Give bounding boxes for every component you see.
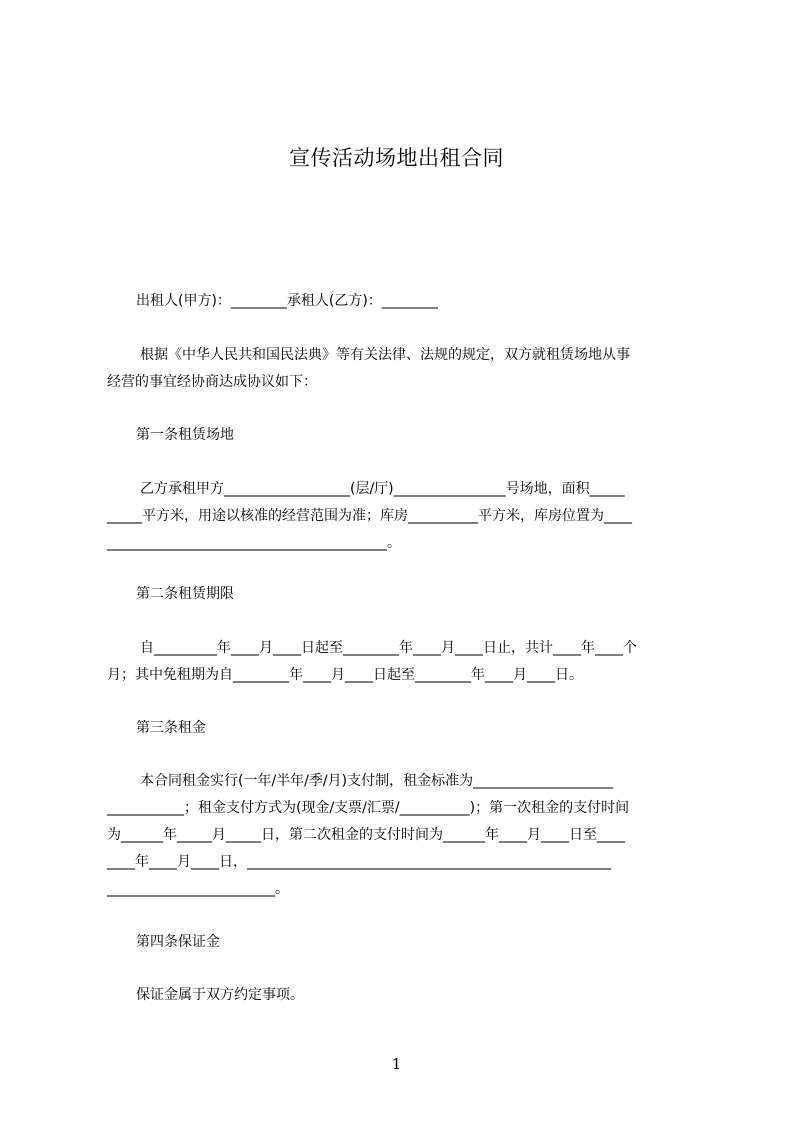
article-3-line-2: ___________；租金支付方式为(现金/支票/汇票/__________)；第一次租金的支付时间 [107,800,630,816]
article-3-line-5: ________________________。 [107,881,289,897]
article-2-line-1: 自_________年____月____日起至________年____月____日止，共计____年____个 [140,640,637,656]
article-2-line-2: 月；其中免租期为自________年____月____日起至________年____月____日。 [107,667,583,683]
article-3-line-3: 为______年_____月_____日，第二次租金的支付时间为______年____月____日至____ [107,827,625,843]
article-1-heading: 第一条租赁场地 [136,427,234,443]
page-number: 1 [391,1055,402,1073]
preamble-line-2: 经营的事宜经协商达成协议如下： [107,374,317,390]
article-4-heading: 第四条保证金 [136,934,220,950]
article-1-line-2: _____平方米，用途以核准的经营范围为准；库房__________平方米，库房位置为____ [107,508,632,524]
article-2-heading: 第二条租赁期限 [136,586,234,602]
document-title: 宣传活动场地出租合同 [289,146,504,170]
article-3-line-1: 本合同租金实行(一年/半年/季/月)支付制，租金标准为____________________ [140,773,614,789]
article-4-line-1: 保证金属于双方约定事项。 [136,987,304,1003]
preamble-line-1: 根据《中华人民共和国民法典》等有关法律、法规的规定，双方就租赁场地从事 [140,347,630,363]
article-1-line-3: ________________________________________。 [107,535,401,551]
article-1-line-1: 乙方承租甲方__________________(层/厅)________________号场地，面积_____ [140,481,625,497]
parties-line: 出租人(甲方)：________承租人(乙方)：________ [136,293,438,309]
article-3-line-4: ____年____月____日，____________________________________________________ [107,854,611,870]
article-3-heading: 第三条租金 [136,720,206,736]
